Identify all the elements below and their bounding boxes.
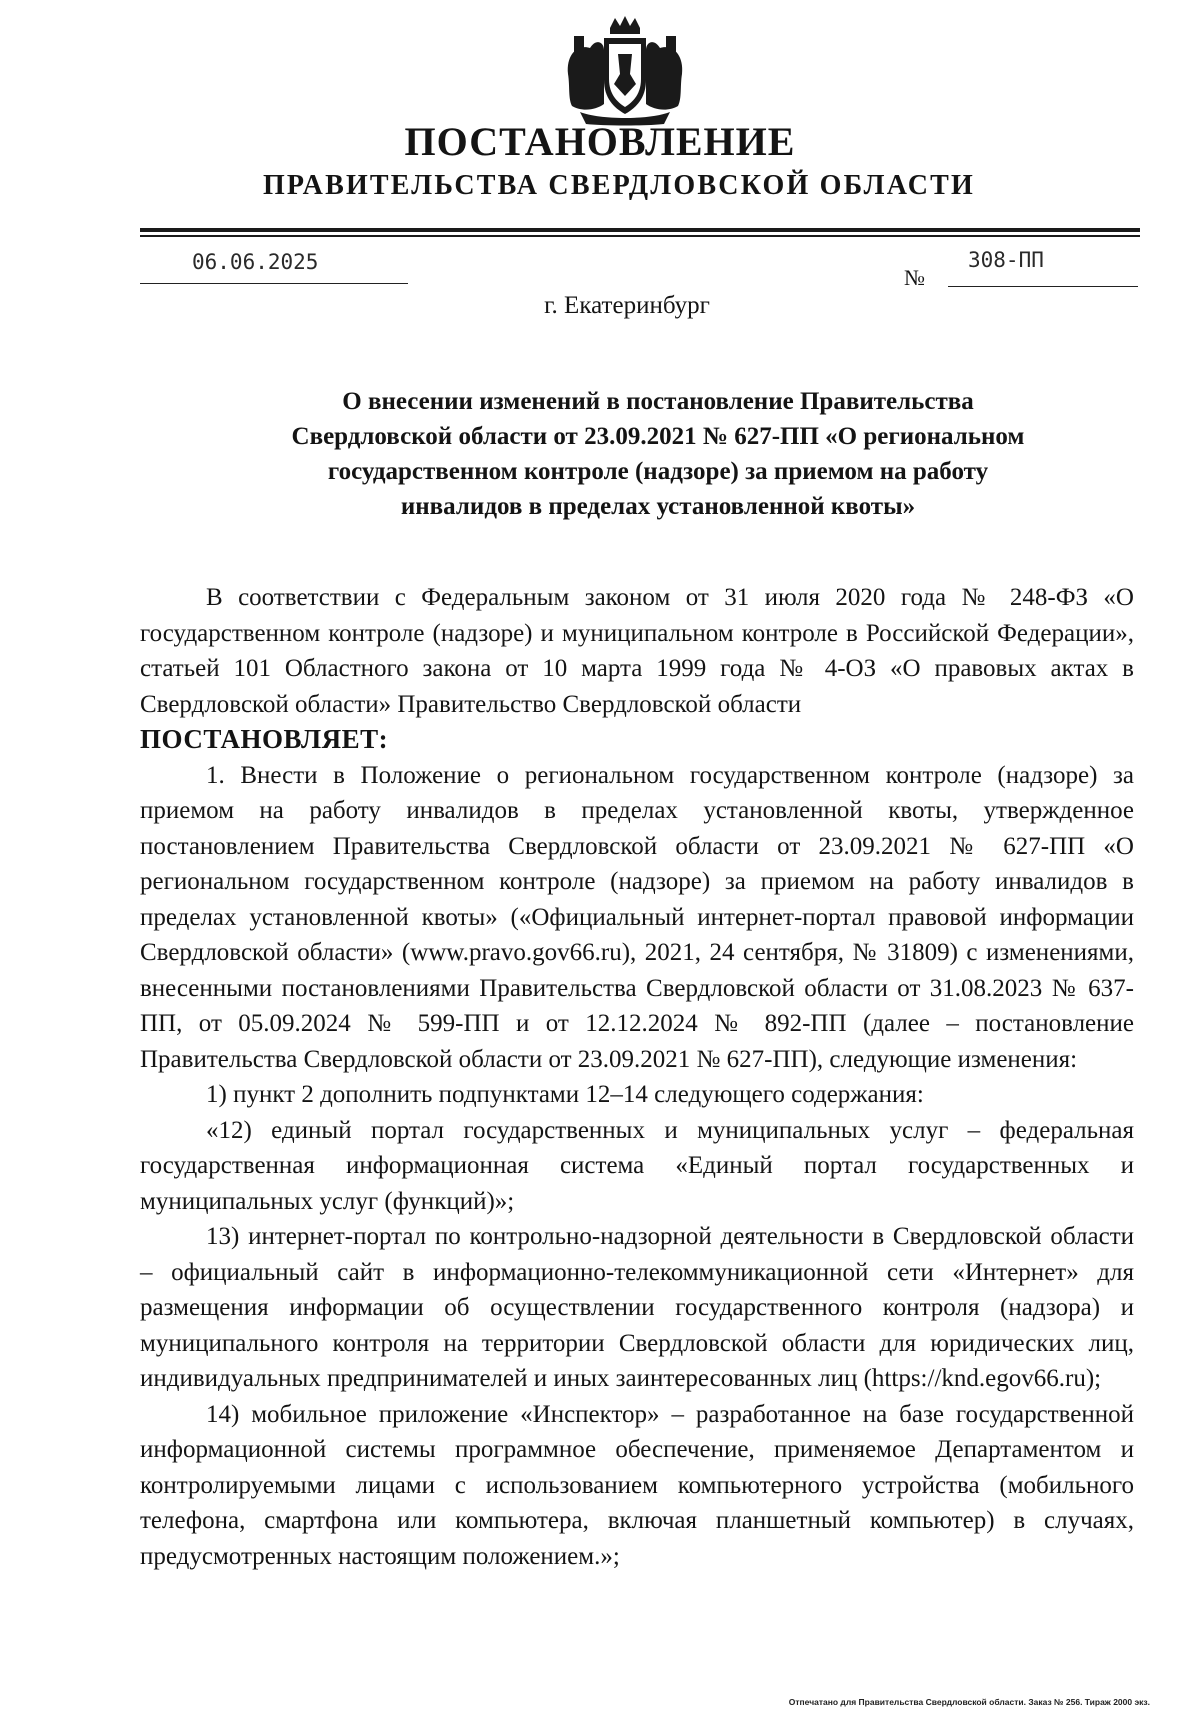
clause-paragraph: 1. Внести в Положение о региональном государственном контроле (надзоре) за приемом на работу инвалидов в пределах установленной квоты, утвержденное постановлением Правительства Свердловской области от 23.09.2021 № 627-ПП «О региональном государственном контроле (надзоре) за приемом на работу инвалидов в пределах установленной квоты» («Официальный интернет-портал правовой информации Свердловской области» (www.pravo.gov66.ru), 2021, 24 сентября, № 31809) с изменениями, внесенными постановлениями Правительства Свердловской области от 31.08.2023 № 637-ПП, от 05.09.2024 № 599-ПП и от 12.12.2024 № 892-ПП (далее – постановление Правительства Свердловской области от 23.09.2021 № 627-ПП), следующие изменения: — [140, 761, 1134, 1073]
document-body — [140, 580, 1134, 1574]
issuing-authority: ПРАВИТЕЛЬСТВА СВЕРДЛОВСКОЙ ОБЛАСТИ — [262, 170, 976, 201]
title-line: Свердловской области от 23.09.2021 № 627-ПП «О региональном — [291, 423, 1025, 450]
number-label: № — [904, 265, 925, 290]
date-underline — [140, 283, 408, 284]
preamble-paragraph: В соответствии с Федеральным законом от 31 июля 2020 года № 248-ФЗ «О государственном контроле (надзоре) и муниципальном контроле в Российской Федерации», статьей 101 Областного закона от 10 марта 1999 года № 4-ОЗ «О правовых актах в Свердловской области» Правительство Свердловской области — [140, 584, 1134, 718]
clause-paragraph: 14) мобильное приложение «Инспектор» – разработанное на базе государственной информационной системы программное обеспечение, применяемое Департаментом и контролируемыми лицами с использованием компьютерного устройства (мобильного телефона, смартфона или компьютера, включая планшетный компьютер) в случаях, предусмотренных настоящим положением.»; — [140, 1400, 1134, 1570]
print-footer: Отпечатано для Правительства Свердловской области. Заказ № 256. Тираж 2000 экз. — [788, 1697, 1150, 1707]
clause-paragraph: 1) пункт 2 дополнить подпунктами 12–14 следующего содержания: — [206, 1081, 924, 1108]
title-line: государственном контроле (надзоре) за приемом на работу — [327, 458, 989, 485]
document-title — [140, 384, 1140, 524]
document-type: ПОСТАНОВЛЕНИЕ — [404, 119, 796, 164]
document-date: 06.06.2025 — [192, 250, 319, 274]
clause-paragraph: «12) единый портал государственных и муниципальных услуг – федеральная государственная информационная система «Единый портал государственных и муниципальных услуг (функций)»; — [140, 1116, 1134, 1215]
number-underline — [948, 286, 1138, 287]
header-divider-thin — [140, 235, 1140, 237]
decree-word: ПОСТАНОВЛЯЕТ: — [140, 724, 389, 754]
city-of-issue: г. Екатеринбург — [544, 292, 710, 319]
header-divider-thick — [140, 228, 1140, 232]
document-number: 308-ПП — [968, 248, 1044, 272]
clause-paragraph: 13) интернет-портал по контрольно-надзорной деятельности в Свердловской области – официальный сайт в информационно-телекоммуникационной сети «Интернет» для размещения информации об осуществлении государственного контроля (надзора) и муниципального контроля на территории Свердловской области для юридических лиц, индивидуальных предпринимателей и иных заинтересованных лиц (https://knd.egov66.ru); — [140, 1223, 1134, 1392]
title-line: инвалидов в пределах установленной квоты» — [400, 493, 916, 520]
title-line: О внесении изменений в постановление Правительства — [342, 388, 974, 415]
coat-of-arms-icon — [560, 14, 690, 126]
